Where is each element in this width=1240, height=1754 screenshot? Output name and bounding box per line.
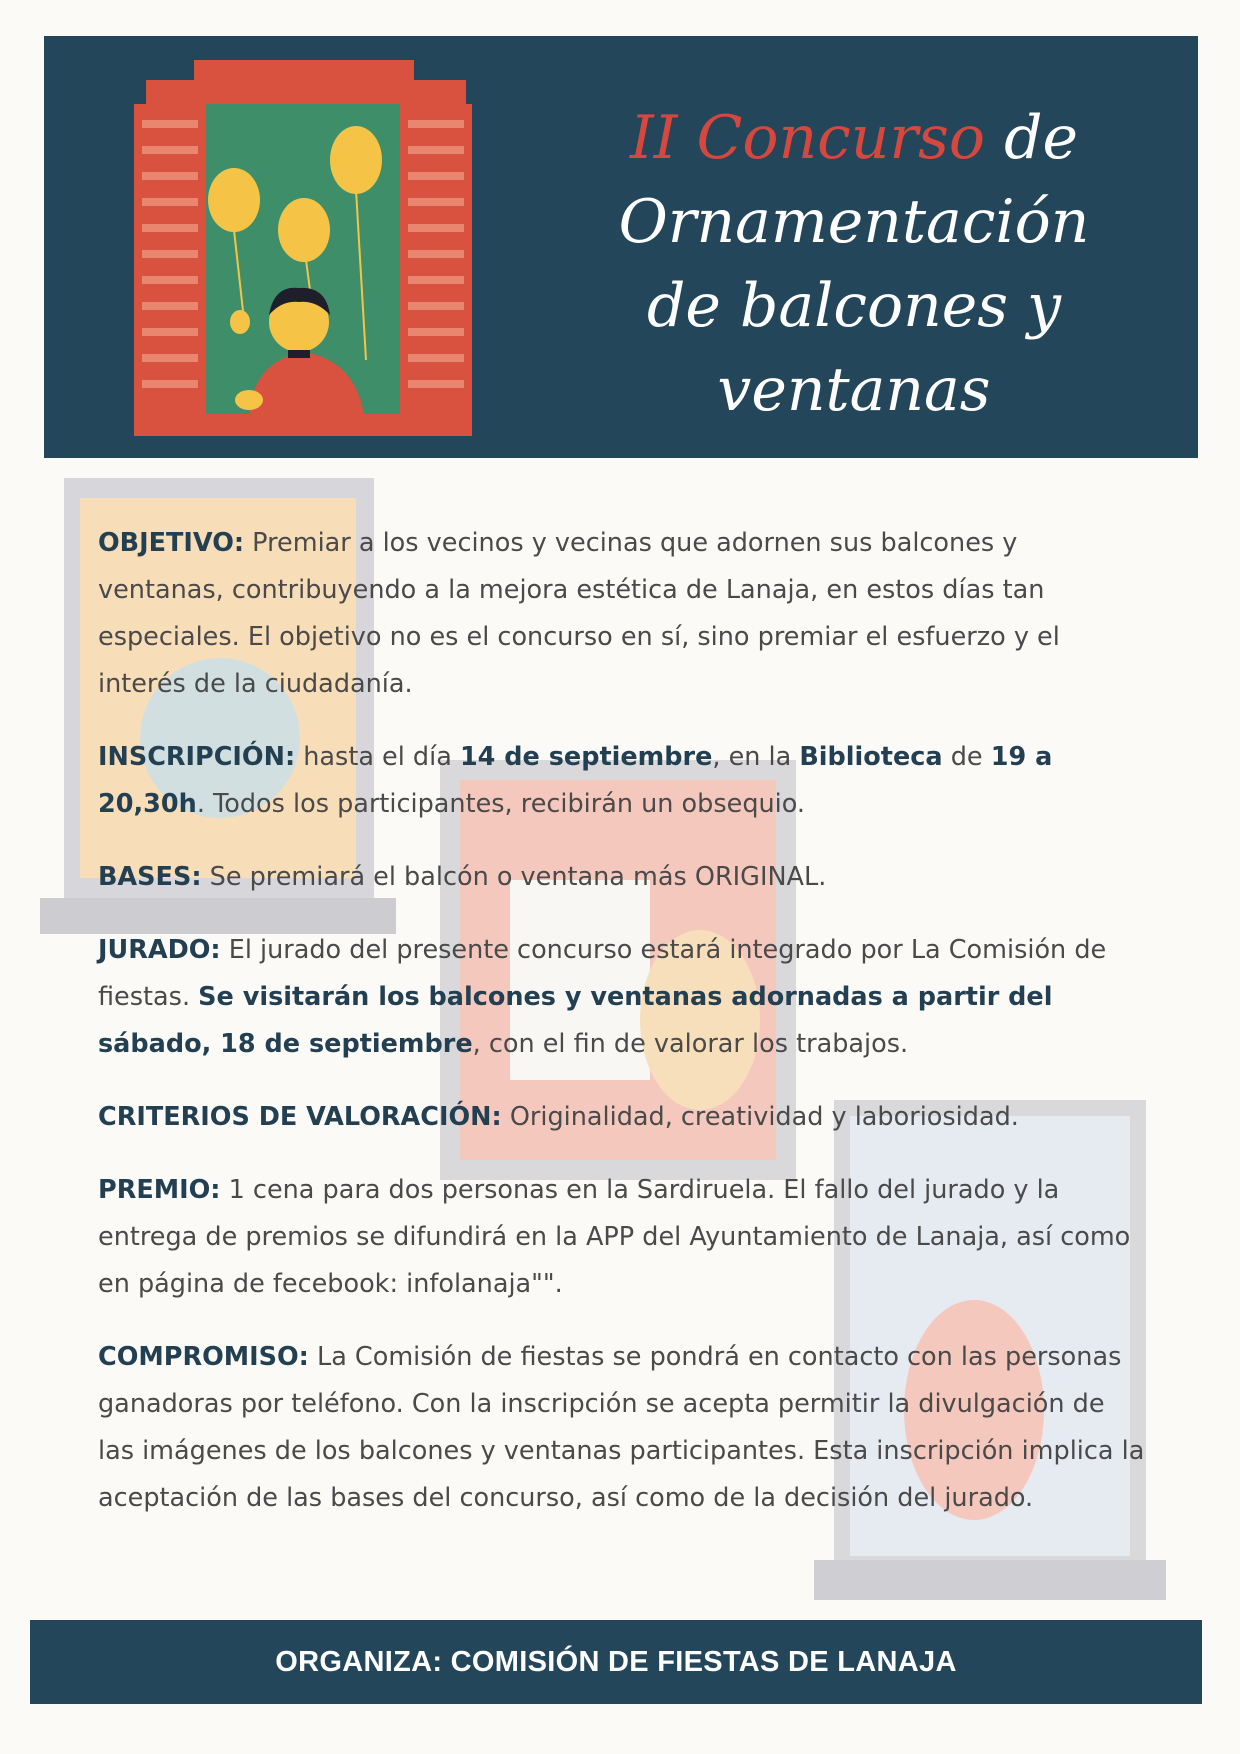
inscripcion-text-4: . Todos los participantes, recibirán un obsequio. (196, 789, 806, 819)
section-jurado (98, 927, 1148, 1068)
criterios-text: Originalidad, creatividad y laboriosidad. (501, 1102, 1019, 1132)
right-shutter (400, 104, 472, 414)
contest-rules (98, 520, 1148, 1548)
window-illustration (94, 60, 514, 450)
objetivo-text: Premiar a los vecinos y vecinas que adornen sus balcones y ventanas, contribuyendo a la mejora estética de Lanaja, en estos días tan especiales. El objetivo no es el concurso en sí, sino premiar el esfuerzo y el interés de la ciudadanía. (98, 528, 1060, 699)
bases-label: BASES: (98, 862, 202, 892)
section-criterios (98, 1094, 1148, 1141)
organizer-text: ORGANIZA: COMISIÓN DE FIESTAS DE LANAJA (275, 1645, 957, 1678)
premio-label: PREMIO: (98, 1175, 221, 1205)
left-shutter (134, 104, 206, 414)
inscripcion-date: 14 de septiembre (459, 742, 713, 772)
compromiso-text: La Comisión de fiestas se pondrá en contacto con las personas ganadoras por teléfono. Con la inscripción se acepta permitir la divulgación de las imágenes de los balcones y ventanas participantes. Esta inscripción implica la aceptación de las bases del concurso, así como de la decisión del jurado. (98, 1342, 1145, 1513)
inscripcion-text-1: hasta el día (295, 742, 460, 772)
inscripcion-place: Biblioteca (799, 742, 943, 772)
title-red-part: II Concurso (630, 103, 985, 173)
inscripcion-label: INSCRIPCIÓN: (98, 742, 296, 772)
section-compromiso (98, 1334, 1148, 1522)
jurado-text-2: , con el fin de valorar los trabajos. (472, 1029, 909, 1059)
title-line-1 (524, 96, 1184, 180)
contest-title (524, 96, 1184, 432)
jurado-visit-date: Se visitarán los balcones y ventanas adornadas a partir del sábado, 18 de septiembre (98, 982, 1053, 1059)
premio-text: 1 cena para dos personas en la Sardiruela. El fallo del jurado y la entrega de premios se difundirá en la APP del Ayuntamiento de Lanaja, así como en página de fecebook: infolanaja"". (98, 1175, 1131, 1299)
section-objetivo (98, 520, 1148, 708)
bases-text: Se premiará el balcón o ventana más ORIGINAL. (201, 862, 827, 892)
header-banner (44, 36, 1198, 458)
compromiso-label: COMPROMISO: (98, 1342, 309, 1372)
footer-banner (30, 1620, 1202, 1704)
title-white-part: de (985, 103, 1078, 173)
criterios-label: CRITERIOS DE VALORACIÓN: (98, 1102, 502, 1132)
jurado-text-1: El jurado del presente concurso estará integrado por La Comisión de fiestas. (98, 935, 1107, 1012)
title-line-3: de balcones y ventanas (647, 271, 1061, 425)
inscripcion-text-2: , en la (712, 742, 800, 772)
section-premio (98, 1167, 1148, 1308)
jurado-label: JURADO: (98, 935, 221, 965)
title-line-2: Ornamentación (618, 187, 1090, 257)
objetivo-label: OBJETIVO: (98, 528, 245, 558)
section-bases (98, 854, 1148, 901)
inscripcion-hours: 19 a 20,30h (98, 742, 1053, 819)
section-inscripcion (98, 734, 1148, 828)
inscripcion-text-3: de (942, 742, 991, 772)
